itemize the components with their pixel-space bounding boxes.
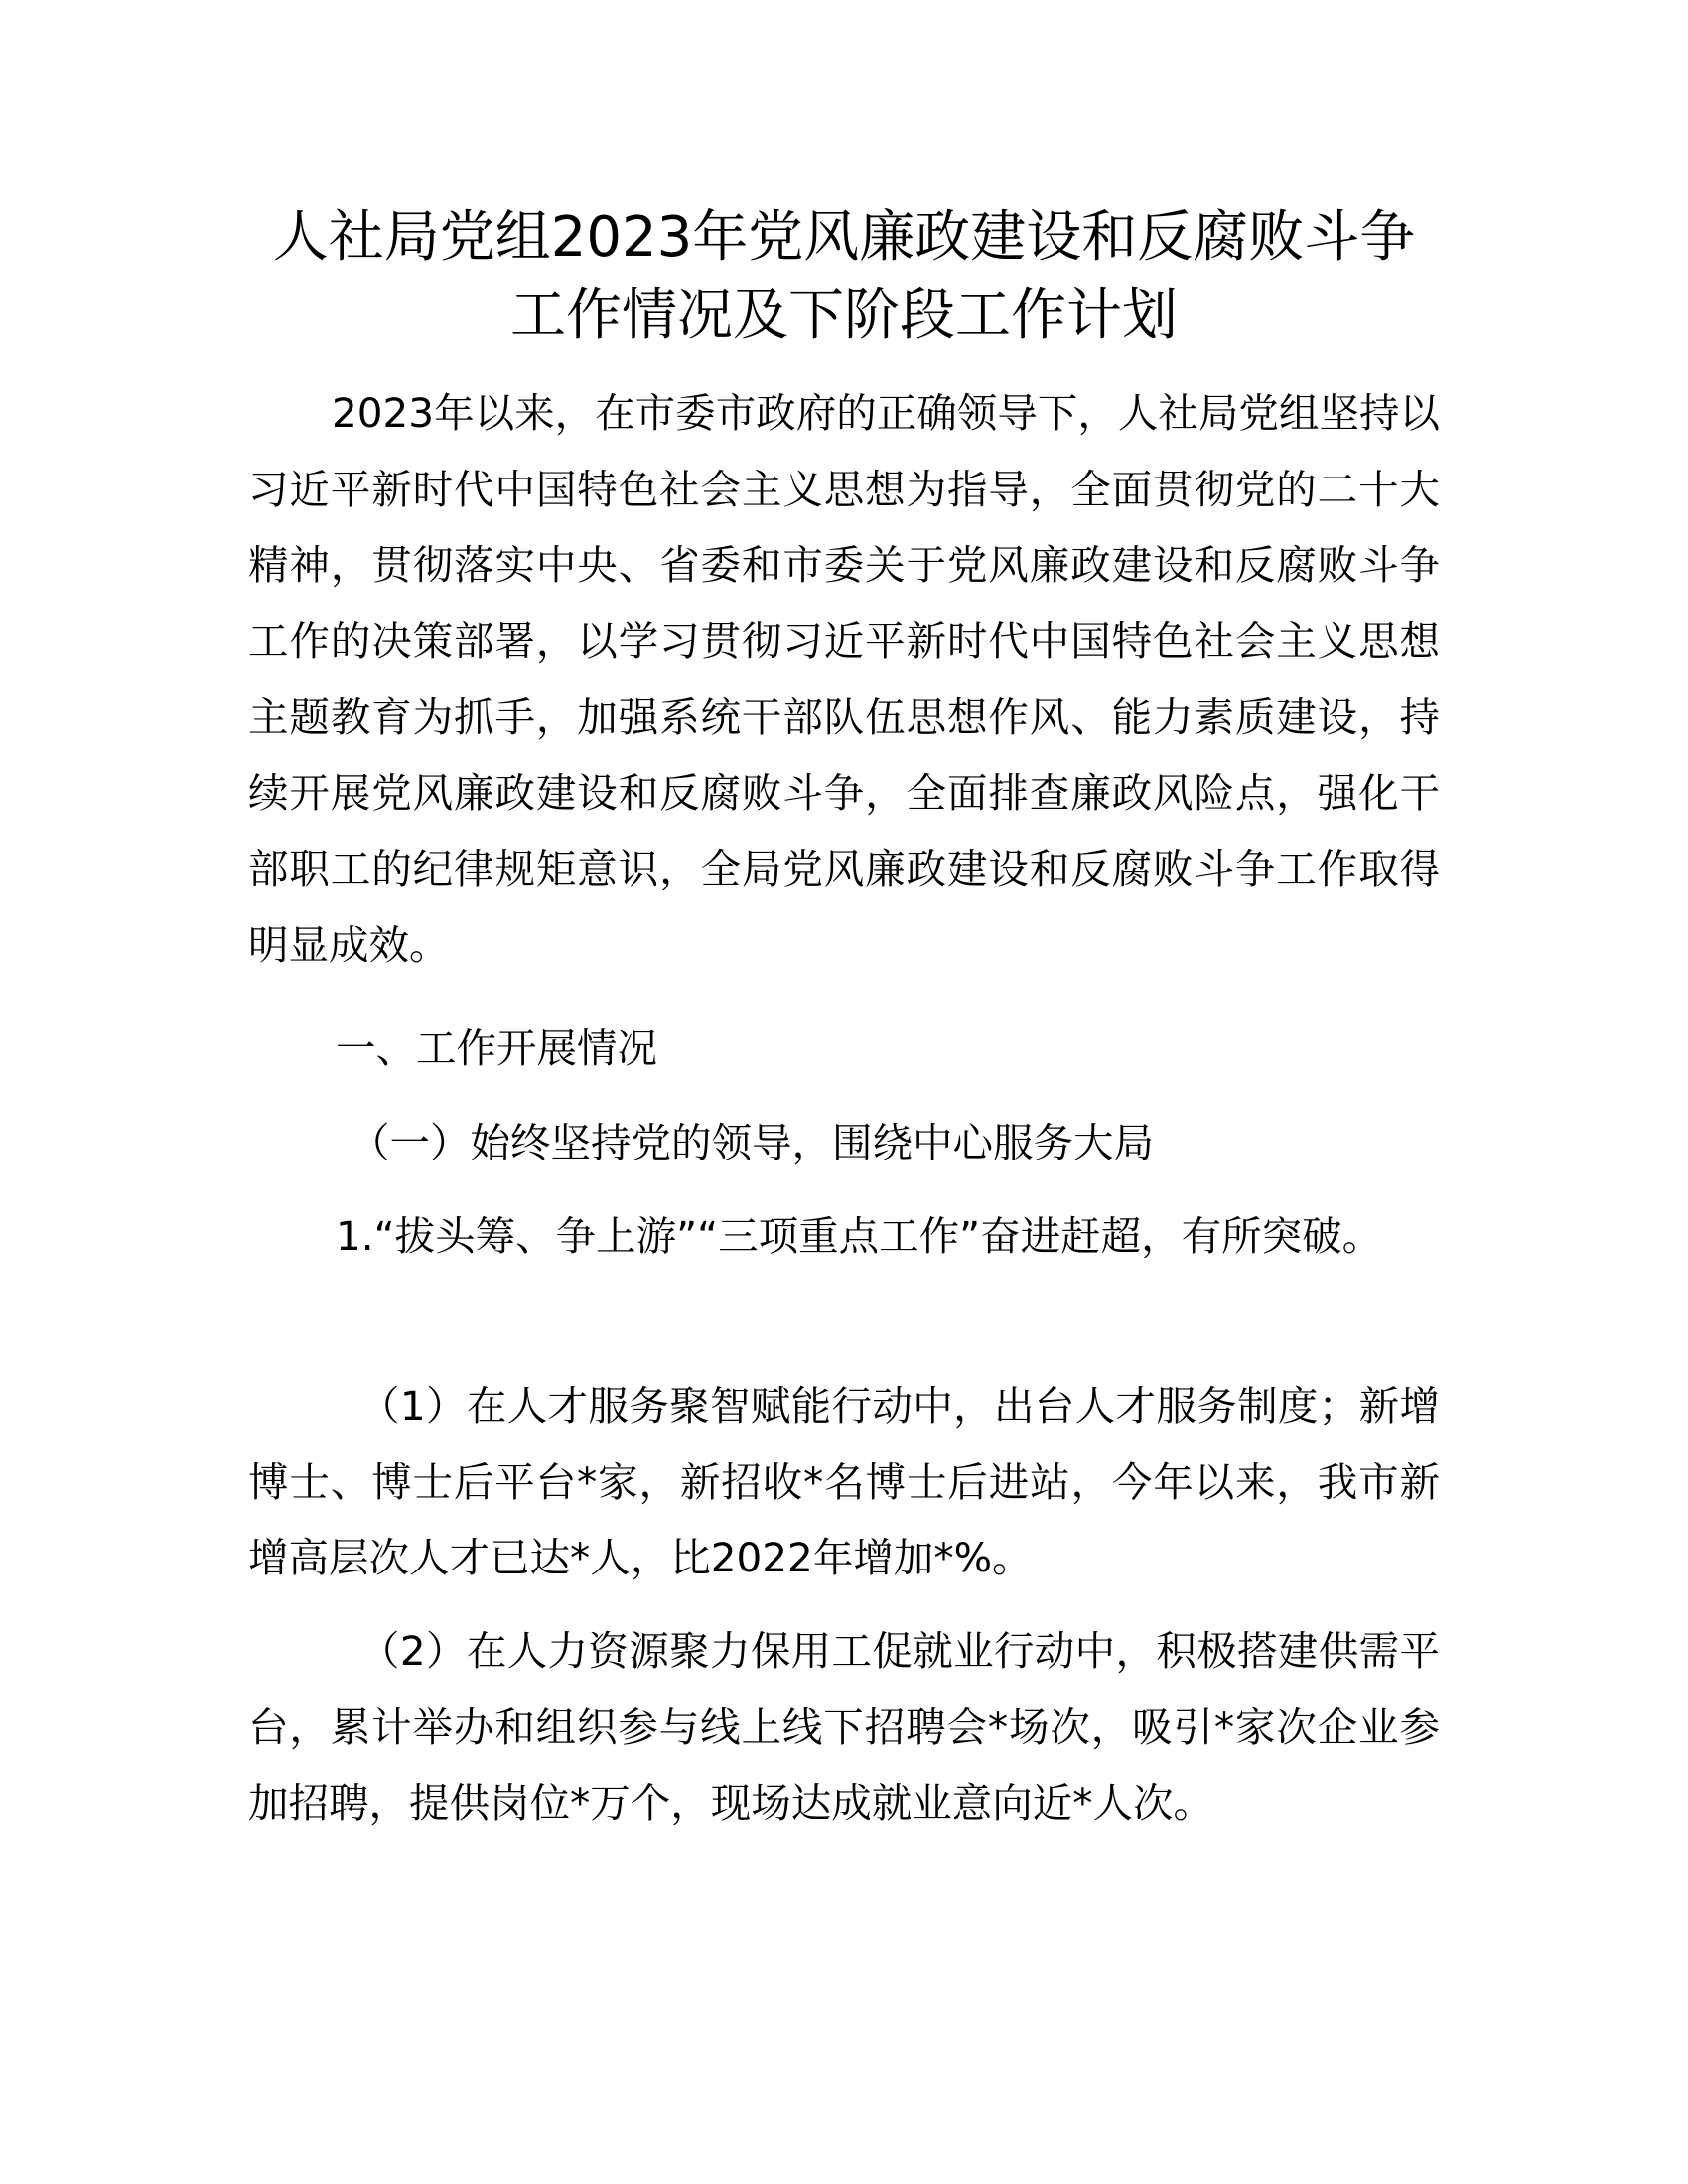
section-heading: 一、工作开展情况 [336, 1024, 657, 1072]
document-title-line-2: 工作情况及下阶段工作计划 [510, 283, 1178, 347]
intro-paragraph: 2023年以来，在市委市政府的正确领导下，人社局党组坚持以习近平新时代中国特色社会主义思想为指导，全面贯彻党的二十大精神，贯彻落实中央、省委和市委关于党风廉政建设和反腐败斗争工作的决策部署，以学习贯彻习近平新时代中国特色社会主义思想主题教育为抓手，加强系统干部队伍思想作风、能力素质建设，持续开展党风廉政建设和反腐败斗争，全面排查廉政风险点，强化干部职工的纪律规矩意识，全局党风廉政建设和反腐败斗争工作取得明显成效。 [248, 389, 1440, 969]
numbered-item: 1.“拔头筹、争上游”“三项重点工作”奋进赶超，有所突破。 [336, 1212, 1383, 1260]
sub-item-paragraph: （1）在人才服务聚智赋能行动中，出台人才服务制度；新增博士、博士后平台*家，新招收*名博士后进站，今年以来，我市新增高层次人才已达*人，比2022年增加*%。 [248, 1382, 1440, 1581]
subsection-heading: （一）始终坚持党的领导，围绕中心服务大局 [350, 1119, 1154, 1166]
document-title-line-1: 人社局党组2023年党风廉政建设和反腐败斗争 [272, 205, 1416, 270]
sub-item-paragraph: （2）在人力资源聚力保用工促就业行动中，积极搭建供需平台，累计举办和组织参与线上线下招聘会*场次，吸引*家次企业参加招聘，提供岗位*万个，现场达成就业意向近*人次。 [248, 1627, 1440, 1827]
